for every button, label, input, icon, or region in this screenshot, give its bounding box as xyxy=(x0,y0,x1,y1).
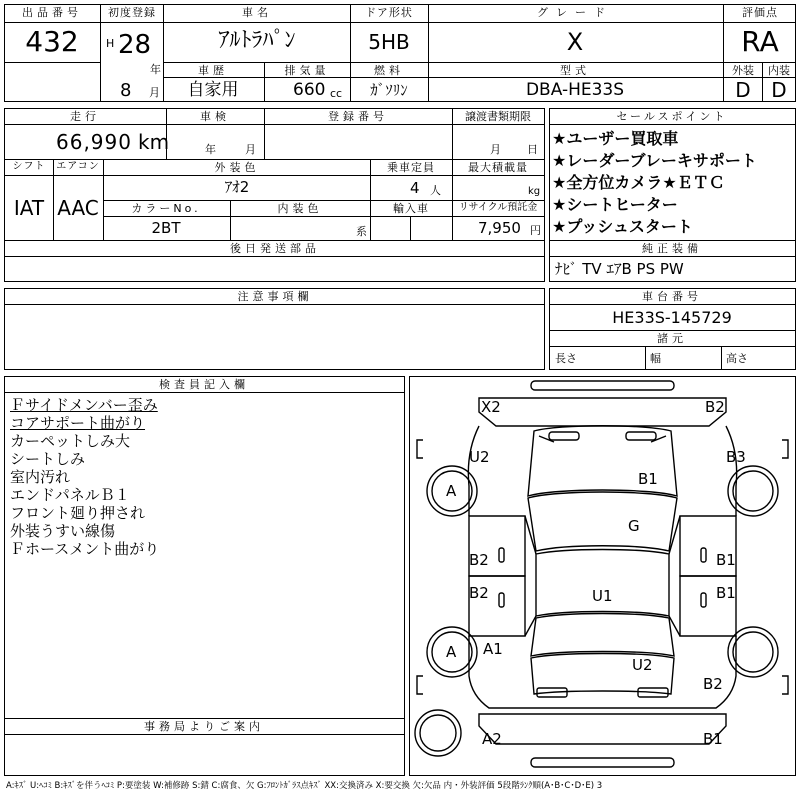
inspector-note: カーペットしみ大 xyxy=(10,432,131,450)
width-label: 幅 xyxy=(650,352,661,365)
inspection-month-unit: 月 xyxy=(245,143,256,156)
chassis-number-label: 車台番号 xyxy=(642,290,702,303)
sales-point: ★レーダーブレーキサポート xyxy=(552,151,757,170)
sales-point: ★シートヒーター xyxy=(552,195,678,214)
displacement-unit: cc xyxy=(330,87,343,100)
lot-number: 432 xyxy=(25,25,79,58)
inspector-note: シートしみ xyxy=(10,450,86,468)
interior-label: 内装 xyxy=(768,64,790,77)
damage-mark-a1-rear-left: A1 xyxy=(483,640,503,658)
recycle-unit: 円 xyxy=(530,224,541,237)
transfer-day-unit: 日 xyxy=(527,143,538,156)
registration-number-label: 登録番号 xyxy=(328,110,388,123)
damage-mark-u1-roof: U1 xyxy=(592,587,613,605)
specs-label: 諸元 xyxy=(657,332,687,345)
aircon: AAC xyxy=(57,196,99,220)
inspection-year-unit: 年 xyxy=(205,143,216,156)
history-label: 車歴 xyxy=(198,64,228,77)
damage-mark-b2-front-right: B2 xyxy=(705,398,725,416)
exterior-color-label: 外装色 xyxy=(214,161,260,174)
aircon-label: エアコン xyxy=(56,161,100,172)
score: RA xyxy=(741,25,779,58)
transfer-month-unit: 月 xyxy=(490,143,501,156)
model-code: DBA-HE33S xyxy=(525,80,625,100)
fuel-label: 燃料 xyxy=(374,64,404,77)
recycle-deposit: 7,950 xyxy=(478,219,521,237)
damage-mark-b1-rear-bumper-right: B1 xyxy=(703,730,723,748)
damage-mark-g-windshield: G xyxy=(628,517,640,535)
inspector-note: エンドパネルＢ１ xyxy=(10,486,130,504)
damage-mark-b2-left-rear-door: B2 xyxy=(469,584,489,602)
mileage: 66,990 xyxy=(56,130,132,154)
exterior-color: ｱｵ2 xyxy=(224,178,250,196)
car-name-label: 車名 xyxy=(242,6,272,19)
inspector-note: Ｆホースメント曲がり xyxy=(10,540,160,558)
capacity: 4 xyxy=(410,179,420,197)
displacement-label: 排気量 xyxy=(284,64,330,77)
year-unit: 年 xyxy=(150,63,161,76)
capacity-unit: 人 xyxy=(430,184,441,197)
inspector-notes-label: 検査員記入欄 xyxy=(159,378,249,391)
car-name: ｱﾙﾄﾗﾊﾟﾝ xyxy=(218,28,296,53)
damage-mark-u2-rear: U2 xyxy=(632,656,653,674)
genuine-equipment-label: 純正装備 xyxy=(642,242,702,255)
damage-mark-b3-front-right: B3 xyxy=(726,448,746,466)
interior-color-unit: 系 xyxy=(356,225,367,238)
score-label: 評価点 xyxy=(742,6,778,19)
reg-month: 8 xyxy=(120,80,132,101)
damage-mark-a-wheel-front-left: A xyxy=(446,482,457,500)
sales-points-label: セールスポイント xyxy=(616,110,728,123)
max-load-label: 最大積載量 xyxy=(468,161,528,174)
max-load-unit: kg xyxy=(528,186,541,197)
door-type: 5HB xyxy=(368,30,410,54)
displacement: 660 xyxy=(293,80,326,100)
transfer-deadline-label: 譲渡書類期限 xyxy=(465,110,531,123)
fuel: ｶﾞｿﾘﾝ xyxy=(370,81,408,99)
month-unit: 月 xyxy=(149,86,160,99)
sales-point: ★ユーザー買取車 xyxy=(552,129,679,148)
inspector-note: Ｆサイドメンバー歪み xyxy=(10,396,158,414)
damage-mark-x2-front-left: X2 xyxy=(481,398,501,416)
damage-mark-a-wheel-rear-left: A xyxy=(446,643,457,661)
sales-point: ★プッシュスタート xyxy=(552,217,693,236)
color-number-label: カラーNo. xyxy=(131,202,201,215)
interior-grade: D xyxy=(771,78,787,102)
interior-color-label: 内装色 xyxy=(277,202,323,215)
capacity-label: 乗車定員 xyxy=(387,161,435,174)
exterior-label: 外装 xyxy=(732,64,754,77)
history: 自家用 xyxy=(187,80,239,100)
genuine-equipment: ﾅﾋﾞ TV ｴｱB PS PW xyxy=(555,260,684,278)
height-label: 高さ xyxy=(726,352,748,365)
exterior-grade: D xyxy=(735,78,751,102)
car-damage-diagram xyxy=(409,376,796,776)
sales-point: ★全方位カメラ★ＥＴＣ xyxy=(552,173,725,192)
grade: X xyxy=(566,28,584,56)
damage-mark-u2-front-left: U2 xyxy=(469,448,490,466)
damage-mark-b1-bonnet: B1 xyxy=(638,470,658,488)
damage-mark-a2-rear-bumper-left: A2 xyxy=(482,730,502,748)
inspector-note: 室内汚れ xyxy=(10,468,71,486)
inspector-note: コアサポート曲がり xyxy=(10,414,146,432)
mileage-label: 走行 xyxy=(70,110,100,123)
length-label: 長さ xyxy=(555,352,577,365)
shift-label: シフト xyxy=(12,161,46,172)
inspector-note: 外装うすい線傷 xyxy=(10,522,116,540)
inspector-note: フロント廻り押され xyxy=(10,504,146,522)
office-notice-label: 事務局よりご案内 xyxy=(144,720,264,733)
import-label: 輸入車 xyxy=(393,202,429,215)
color-number: 2BT xyxy=(151,219,181,237)
damage-mark-b1-right-rear-door: B1 xyxy=(716,584,736,602)
later-parts-label: 後日発送部品 xyxy=(230,242,320,255)
mileage-unit: km xyxy=(138,130,170,154)
recycle-deposit-label: リサイクル預託金 xyxy=(458,202,538,213)
damage-mark-b1-right-front-door: B1 xyxy=(716,551,736,569)
damage-mark-b2-rear-right: B2 xyxy=(703,675,723,693)
legend: A:ｷｽﾞ U:ﾍｺﾐ B:ｷｽﾞを伴うﾍｺﾐ P:要塗装 W:補修跡 S:錆 C:腐食、欠 G:ﾌﾛﾝﾄｶﾞﾗｽ点ｷｽﾞ XX:交換済み X:要交換 欠:欠品 内・外装評価 5段階ﾗﾝｸ順(A･B･C･D･E) 3 xyxy=(6,781,603,791)
lot-label: 出品番号 xyxy=(22,6,82,19)
inspection-label: 車検 xyxy=(200,110,230,123)
chassis-number: HE33S-145729 xyxy=(612,308,732,327)
door-label: ドア形状 xyxy=(365,6,413,19)
grade-label: グレード xyxy=(537,6,613,19)
notes-label: 注意事項欄 xyxy=(237,290,313,303)
first-registration-label: 初度登録 xyxy=(108,6,156,19)
model-code-label: 型式 xyxy=(560,64,590,77)
damage-mark-b2-left-front-door: B2 xyxy=(469,551,489,569)
reg-year: 28 xyxy=(118,30,152,60)
shift: IAT xyxy=(13,196,45,220)
era: H xyxy=(106,37,115,50)
